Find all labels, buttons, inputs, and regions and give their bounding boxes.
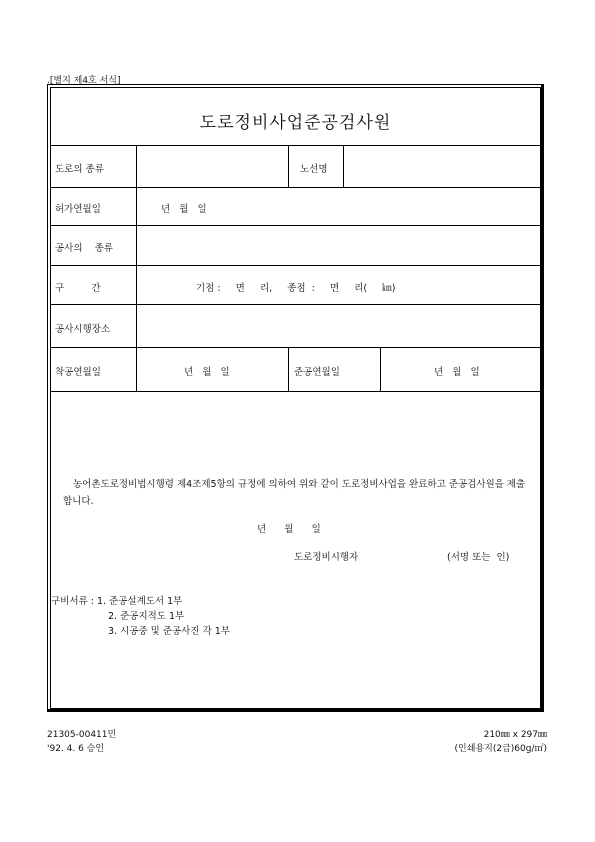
location-label: 공사시행장소: [55, 324, 111, 335]
paper-type: (인쇄용지(2급)60g/㎡): [454, 744, 547, 754]
road-type-label: 도로의 종류: [55, 164, 104, 175]
column-divider: [288, 145, 289, 187]
work-type-field[interactable]: [137, 226, 537, 264]
form-title: 도로정비사업준공검사원: [199, 113, 392, 133]
completion-date-field[interactable]: 년 월 일: [434, 367, 480, 378]
completion-date-label: 준공연월일: [294, 367, 340, 378]
start-date-label: 착공연월일: [55, 367, 101, 378]
approval-date: '92. 4. 6 승인: [47, 744, 105, 754]
column-divider: [380, 347, 381, 391]
row-divider: [51, 265, 540, 266]
required-docs-3: 3. 시공중 및 준공사진 각 1부: [108, 626, 230, 637]
row-divider: [51, 347, 540, 348]
row-divider: [51, 391, 540, 392]
permit-date-field[interactable]: 년 월 일: [161, 204, 207, 215]
row-divider: [51, 187, 540, 188]
start-date-field[interactable]: 년 월 일: [184, 367, 230, 378]
section-field[interactable]: 기점 : 면 리, 종점 : 면 리( ㎞): [196, 283, 396, 294]
paper-size: 210㎜ x 297㎜: [483, 730, 547, 740]
form-code-block: [47, 728, 116, 756]
signature-label[interactable]: (서명 또는 인): [447, 552, 510, 563]
column-divider: [288, 347, 289, 391]
frame-shadow-bottom: [48, 709, 543, 712]
declaration-paragraph: 농어촌도로정비법시행령 제4조제5항의 규정에 의하여 위와 같이 도로정비사업을 완료하고 준공검사원을 제출합니다.: [63, 479, 526, 507]
location-field[interactable]: [137, 305, 537, 346]
route-name-field[interactable]: [344, 146, 538, 186]
route-name-label: 노선명: [300, 164, 328, 175]
form-frame: [47, 84, 544, 712]
form-code: 21305-00411민: [47, 730, 117, 740]
section-label: 구 간: [55, 283, 101, 294]
paper-spec-block: [455, 728, 547, 756]
permit-date-label: 허가연월일: [55, 204, 101, 215]
frame-shadow-right: [541, 85, 544, 711]
road-type-field[interactable]: [137, 146, 287, 186]
form-inner: [50, 87, 541, 709]
form-label: .[별지 제4호 서식]: [47, 76, 121, 86]
submission-date[interactable]: 년 월 일: [257, 524, 321, 535]
work-type-label: 공사의 종류: [55, 243, 113, 254]
applicant-label: 도로정비시행자: [294, 552, 359, 563]
required-docs-2: 2. 준공지적도 1부: [108, 611, 185, 622]
required-docs-1: 구비서류 : 1. 준공설계도서 1부: [51, 596, 183, 607]
